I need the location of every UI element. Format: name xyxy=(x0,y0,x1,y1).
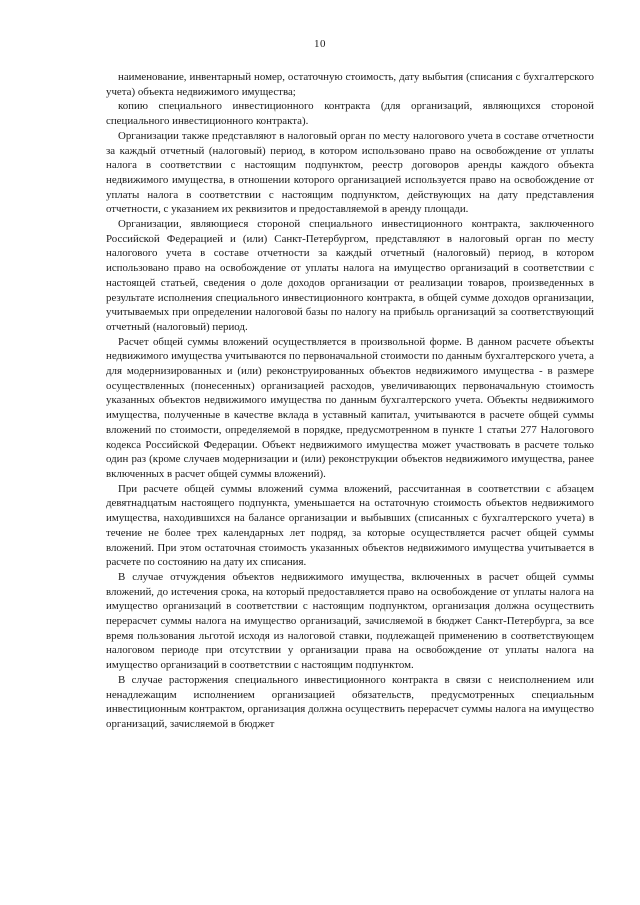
paragraph-3: Организации также представляют в налоговый орган по месту налогового учета в составе отчетности за каждый отчетный (налоговый) период, в котором использовано право на освобождение от уплаты налога в соответствии с настоящим подпунктом, реестр договоров аренды каждого объекта недвижимого имущества, в отношении которого организацией используется право на освобождение от уплаты налога в соответствии с настоящим подпунктом, действующих на дату представления отчетности, с указанием их реквизитов и предоставляемой в аренду площади. xyxy=(106,129,594,216)
document-body xyxy=(106,70,594,732)
paragraph-7: В случае отчуждения объектов недвижимого имущества, включенных в расчет общей суммы вложений, до истечения срока, на который предоставляется право на освобождение от уплаты налога на имущество организаций в соответствии с настоящим подпунктом, организация должна осуществить перерасчет суммы налога на имущество организаций, зачисляемой в бюджет Санкт-Петербурга, за все время пользования льготой исходя из налоговой ставки, подлежащей применению в соответствующем налоговом периоде при отсутствии у организации права на освобождение от уплаты налога на имущество организаций в соответствии с настоящим подпунктом. xyxy=(106,570,594,672)
paragraph-5: Расчет общей суммы вложений осуществляется в произвольной форме. В данном расчете объекты недвижимого имущества учитываются по первоначальной стоимости по данным бухгалтерского учета, а для модернизированных и (или) реконструированных объектов недвижимого имущества - в размере осуществленных (понесенных) организацией расходов, увеличивающих первоначальную стоимость указанных объектов недвижимого имущества по данным бухгалтерского учета. Объекты недвижимого имущества, полученные в качестве вклада в уставный капитал, учитываются в расчете общей суммы вложений по стоимости, определяемой в порядке, предусмотренном в пункте 1 статьи 277 Налогового кодекса Российской Федерации. Объект недвижимого имущества может участвовать в расчете только один раз (кроме случаев модернизации и (или) реконструкции объектов недвижимого имущества, ранее включенных в расчет общей суммы вложений). xyxy=(106,335,594,480)
paragraph-4: Организации, являющиеся стороной специального инвестиционного контракта, заключенного Российской Федерацией и (или) Санкт-Петербургом, представляют в налоговый орган по месту налогового учета в составе отчетности за каждый отчетный (налоговый) период, в котором использовано право на освобождение от уплаты налога на имущество организаций в соответствии с настоящей статьей, сведения о доле доходов организации от реализации товаров, произведенных в результате исполнения специального инвестиционного контракта, в общей сумме доходов организации, учитываемых при определении налоговой базы по налогу на прибыль организаций за соответствующий отчетный (налоговый) период. xyxy=(106,218,594,333)
paragraph-2: копию специального инвестиционного контракта (для организаций, являющихся стороной специального инвестиционного контракта). xyxy=(106,100,594,128)
paragraph-1: наименование, инвентарный номер, остаточную стоимость, дату выбытия (списания с бухгалтерского учета) объекта недвижимого имущества; xyxy=(106,71,594,98)
paragraph-6: При расчете общей суммы вложений сумма вложений, рассчитанная в соответствии с абзацем девятнадцатым настоящего подпункта, уменьшается на остаточную стоимость объектов недвижимого имущества, находившихся на балансе организации и выбывших (списанных с бухгалтерского учета) в течение не более трех календарных лет подряд, за которые осуществляется расчет общей суммы вложений. При этом остаточная стоимость указанных объектов недвижимого имущества учитывается в расчете по состоянию на дату их списания. xyxy=(106,482,594,569)
page-number: 10 xyxy=(314,38,326,50)
paragraph-8: В случае расторжения специального инвестиционного контракта в связи с неисполнением или ненадлежащим исполнением организацией обязательств, предусмотренных специальным инвестиционным контрактом, организация должна осуществить перерасчет суммы налога на имущество организаций, зачисляемой в бюджет xyxy=(106,673,594,730)
